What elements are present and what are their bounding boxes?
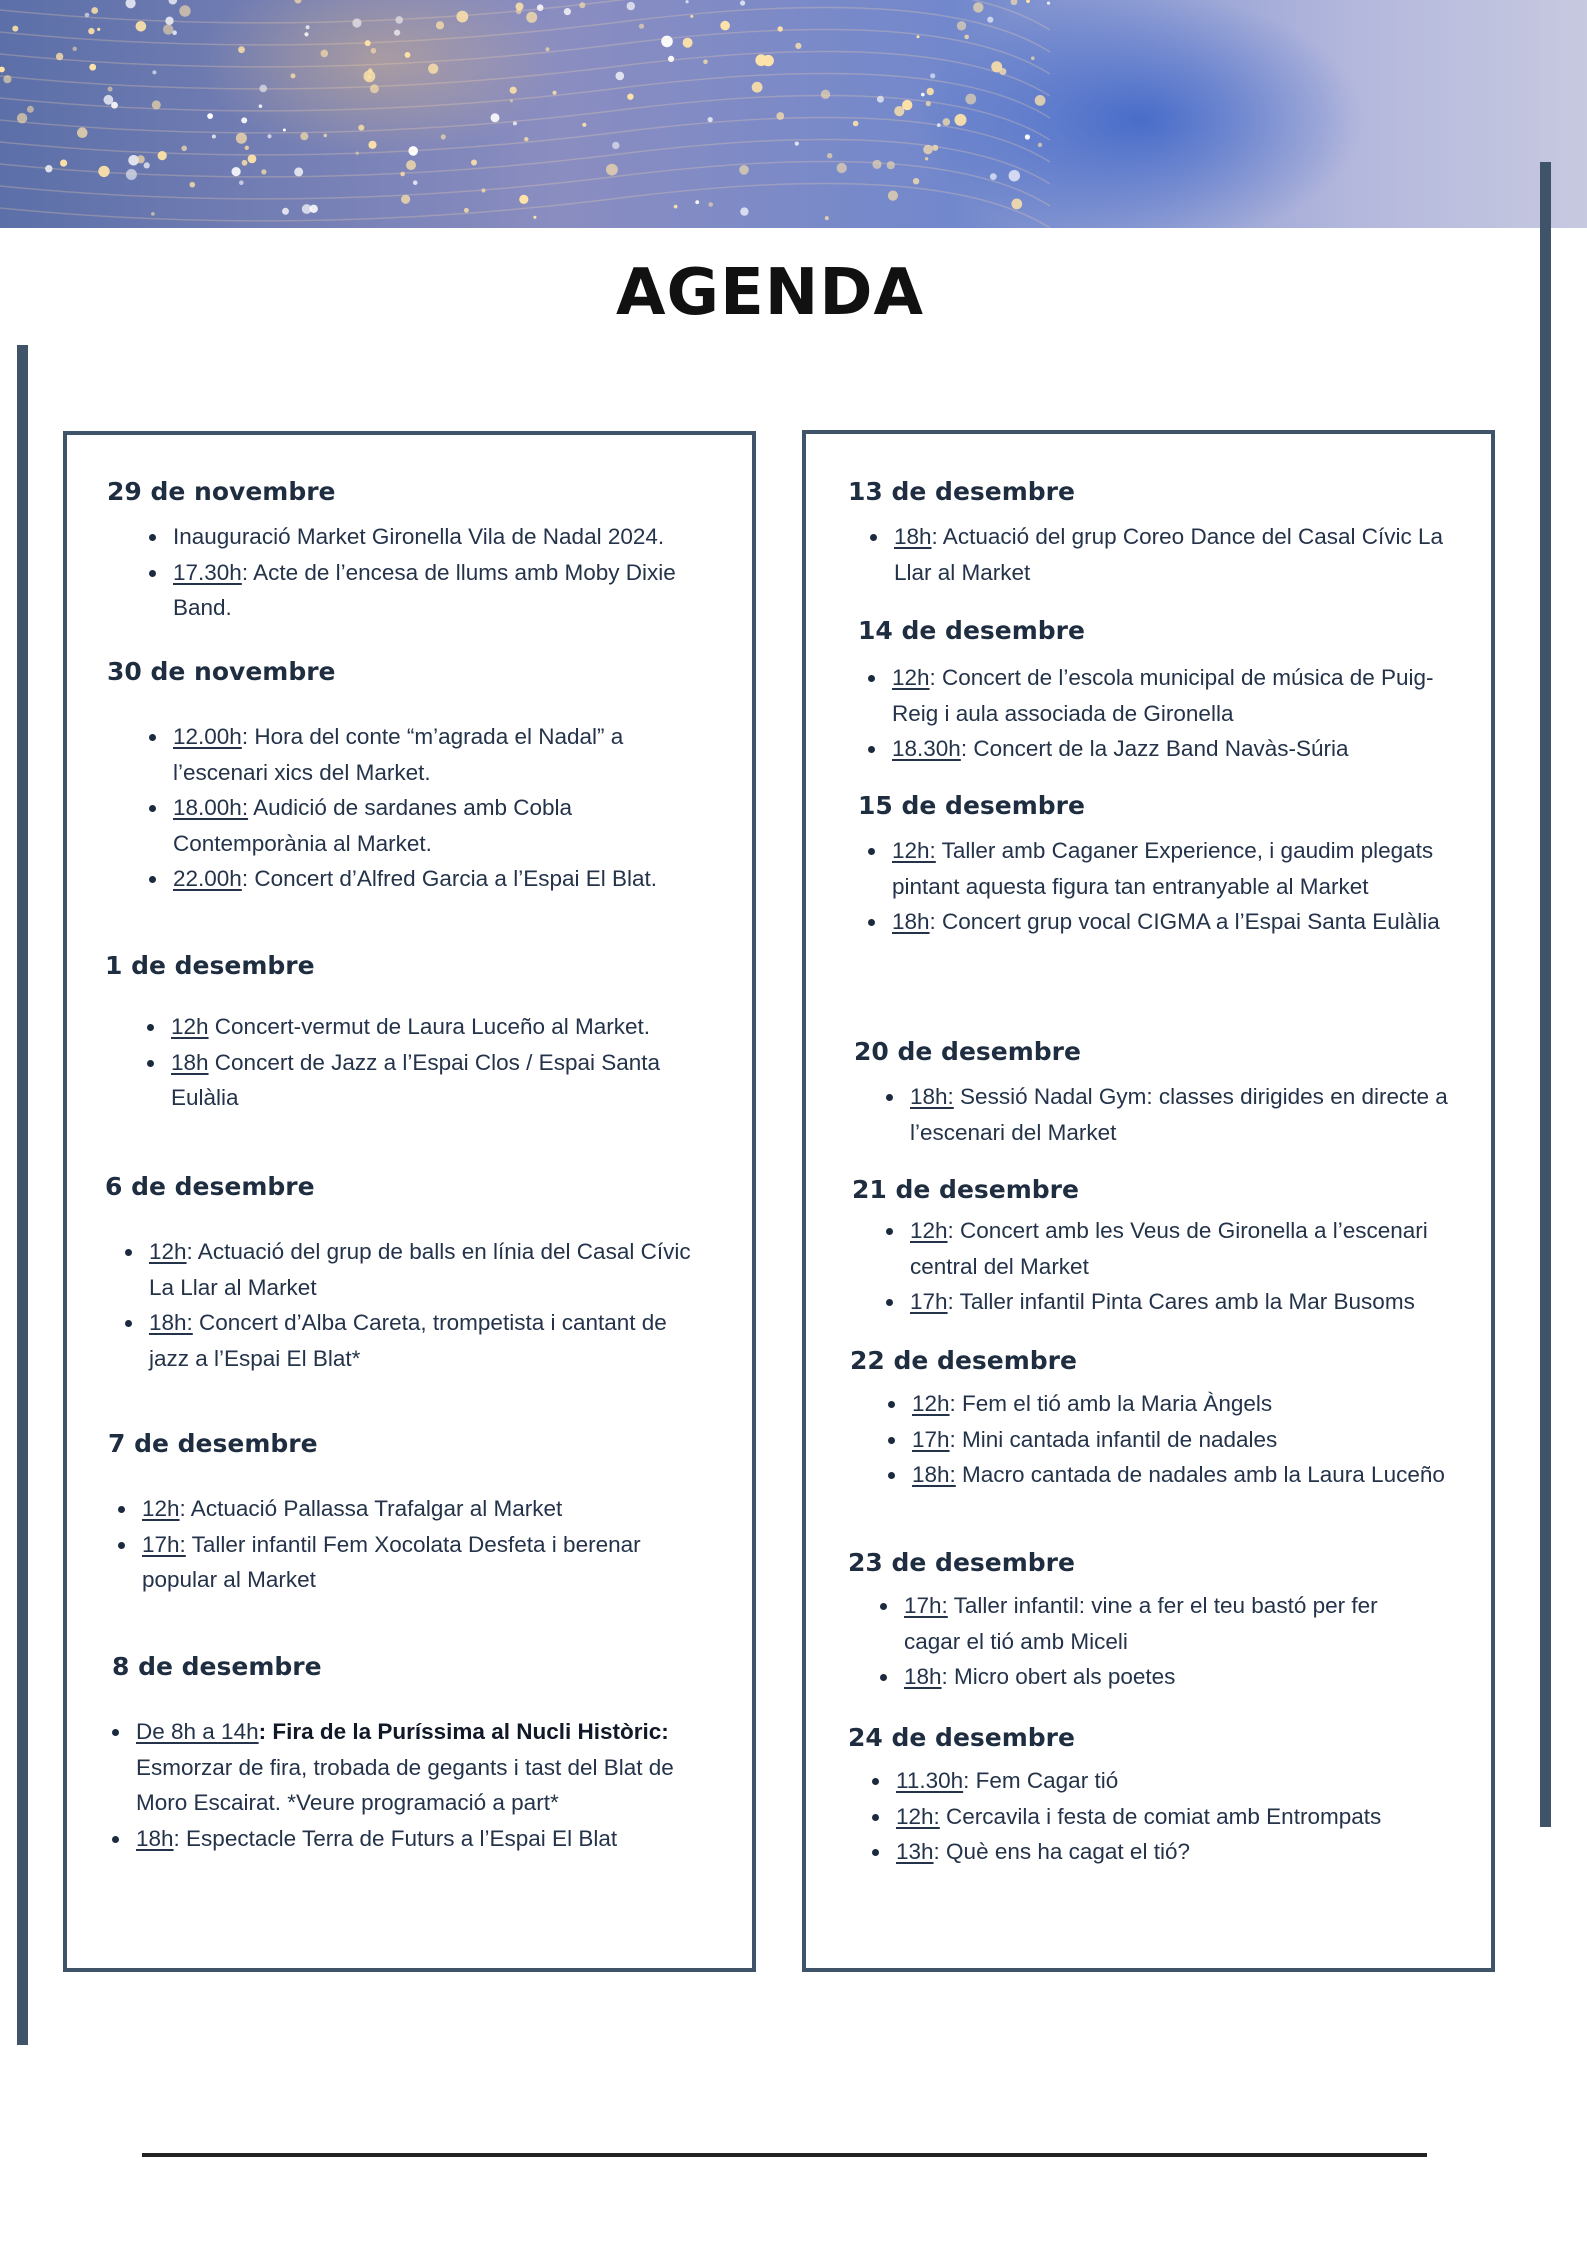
- light-dot: [236, 133, 247, 144]
- light-dot: [126, 0, 136, 8]
- day-block: [848, 1548, 1491, 1689]
- right-accent-bar: [1540, 162, 1551, 1827]
- light-dot: [902, 100, 912, 110]
- event-item: [884, 1284, 1474, 1320]
- light-dot: [441, 134, 446, 139]
- day-date: 8 de desembre: [112, 1652, 322, 1681]
- light-dot: [77, 127, 88, 138]
- light-dot: [720, 21, 730, 31]
- event-text: : Fem Cagar tió: [963, 1768, 1119, 1793]
- light-dot: [616, 72, 625, 81]
- day-date: 13 de desembre: [848, 477, 1075, 506]
- light-dot: [406, 160, 416, 170]
- agenda-box-right: [802, 430, 1495, 1972]
- event-text: Concert-vermut de Laura Luceño al Market.: [208, 1014, 651, 1039]
- event-list: [868, 519, 1458, 590]
- event-item: [147, 555, 737, 626]
- light-dot: [927, 88, 934, 95]
- event-item: [116, 1527, 706, 1598]
- event-text: : Espectacle Terra de Futurs a l’Espai El Blat: [173, 1825, 618, 1851]
- light-dot: [683, 38, 693, 48]
- day-block: [105, 1172, 752, 1371]
- event-list: [878, 1588, 1438, 1695]
- light-dot: [606, 164, 618, 176]
- day-block: [105, 951, 752, 1110]
- light-dot: [755, 54, 767, 66]
- event-list: [866, 660, 1456, 767]
- event-item: [147, 719, 717, 790]
- event-item: [147, 790, 717, 861]
- event-text: : Actuació Pallassa Trafalgar al Market: [179, 1496, 563, 1521]
- event-list: [884, 1079, 1474, 1150]
- day-block: [848, 1723, 1491, 1864]
- light-dot: [261, 169, 266, 174]
- light-dot: [943, 118, 951, 126]
- light-dot: [516, 3, 524, 11]
- light-dot: [1025, 134, 1030, 139]
- day-date: 15 de desembre: [858, 791, 1085, 820]
- event-time: De 8h a 14h: [136, 1719, 259, 1744]
- light-dot: [872, 160, 881, 169]
- event-time: 18h: [892, 909, 930, 934]
- event-time: 18.00h:: [173, 795, 249, 820]
- event-time: 18h:: [149, 1310, 193, 1335]
- light-dot: [179, 5, 190, 16]
- event-item: [878, 1588, 1438, 1659]
- event-time: 11.30h: [896, 1768, 964, 1793]
- light-dot: [294, 167, 303, 176]
- light-dot: [104, 95, 114, 105]
- event-text: Inauguració Market Gironella Vila de Nadal 2024.: [173, 524, 665, 549]
- event-time: 22.00h: [173, 866, 242, 891]
- light-dot: [973, 2, 983, 12]
- event-text: : Concert de la Jazz Band Navàs-Súria: [960, 736, 1349, 761]
- day-block: [850, 1346, 1491, 1487]
- page-title: AGENDA: [616, 256, 924, 330]
- light-dot: [136, 21, 147, 32]
- event-text: Cercavila i festa de comiat amb Entrompats: [939, 1803, 1382, 1829]
- light-dot: [108, 87, 113, 92]
- light-dot: [917, 35, 920, 38]
- light-dot: [553, 91, 557, 95]
- light-dot: [930, 73, 935, 78]
- event-item: [145, 1009, 725, 1045]
- event-item: [866, 731, 1456, 767]
- event-time: 17h:: [904, 1593, 948, 1618]
- day-block: [107, 477, 752, 620]
- light-dot: [612, 142, 619, 149]
- light-dot: [232, 167, 241, 176]
- day-date: 20 de desembre: [854, 1037, 1081, 1066]
- light-dot: [300, 132, 308, 140]
- event-text: : Què ens ha cagat el tió?: [933, 1839, 1190, 1864]
- light-dot: [152, 70, 156, 74]
- light-dot: [821, 90, 830, 99]
- light-dot: [352, 18, 361, 27]
- event-list: [147, 719, 717, 897]
- event-time: 18h:: [912, 1462, 956, 1487]
- light-dot: [987, 17, 993, 23]
- light-dot: [242, 160, 248, 166]
- light-dot: [740, 207, 748, 215]
- event-item: [116, 1491, 706, 1527]
- light-dot: [582, 123, 586, 127]
- light-dot: [913, 178, 919, 184]
- event-text: Concert de Jazz a l’Espai Clos / Espai Santa Eulàlia: [171, 1049, 661, 1110]
- day-block: [858, 616, 1491, 761]
- light-wire: [0, 51, 1050, 96]
- light-dot: [825, 216, 829, 220]
- event-time: 18h: [894, 524, 932, 549]
- event-item: [878, 1659, 1438, 1695]
- light-wire: [0, 29, 1050, 74]
- event-time: 12h:: [896, 1803, 940, 1829]
- light-dot: [291, 73, 296, 78]
- light-wire: [0, 7, 1050, 52]
- light-wire: [0, 0, 1050, 30]
- light-dot: [708, 202, 713, 207]
- light-dot: [740, 0, 745, 5]
- light-dot: [306, 25, 310, 29]
- light-dot: [394, 30, 400, 36]
- event-time: 18.30h: [892, 736, 961, 761]
- light-dot: [212, 135, 216, 139]
- light-dot: [91, 7, 98, 14]
- day-date: 21 de desembre: [852, 1175, 1079, 1204]
- light-dot: [364, 70, 376, 82]
- event-time: 13h: [896, 1839, 934, 1864]
- light-dot: [321, 50, 329, 58]
- event-list: [884, 1213, 1474, 1320]
- light-dot: [1035, 95, 1046, 106]
- event-item: [145, 1045, 725, 1116]
- event-time: 12h: [892, 665, 930, 690]
- light-dot: [1009, 170, 1020, 181]
- light-dot: [853, 121, 859, 127]
- light-dot: [887, 161, 895, 169]
- day-block: [848, 477, 1491, 585]
- light-dot: [248, 155, 257, 164]
- event-item: [123, 1234, 703, 1305]
- event-text: : Actuació del grup de balls en línia del Casal Cívic La Llar al Market: [149, 1239, 691, 1300]
- light-dot: [73, 47, 77, 51]
- event-text: : Fem el tió amb la Maria Àngels: [949, 1391, 1273, 1416]
- event-text: Taller infantil Fem Xocolata Desfeta i berenar popular al Market: [142, 1531, 641, 1592]
- light-dot: [144, 162, 150, 168]
- light-dot: [964, 35, 969, 40]
- event-time: 12h: [912, 1391, 950, 1416]
- event-time: 17h: [910, 1289, 948, 1314]
- footer-divider: [142, 2153, 1427, 2157]
- light-dot: [990, 173, 997, 180]
- light-dot: [295, 0, 302, 4]
- light-dot: [137, 155, 145, 163]
- light-dot: [965, 94, 976, 105]
- day-date: 29 de novembre: [107, 477, 336, 506]
- light-dot: [564, 8, 571, 15]
- light-dot: [837, 163, 847, 173]
- light-dot: [371, 48, 377, 54]
- event-text: Esmorzar de fira, trobada de gegants i tast del Blat de Moro Escairat. *Veure programació a part*: [136, 1754, 674, 1815]
- event-text: : Concert d’Alfred Garcia a l’Espai El Blat.: [241, 866, 658, 891]
- light-dot: [190, 182, 196, 188]
- light-dot: [537, 4, 544, 11]
- light-dot: [428, 63, 438, 73]
- event-text: : Hora del conte “m’agrada el Nadal” a l’escenari xics del Market.: [173, 724, 624, 785]
- light-dot: [245, 146, 249, 150]
- light-dot: [627, 2, 635, 10]
- event-item: [886, 1457, 1446, 1493]
- light-dot: [456, 11, 468, 23]
- day-date: 23 de desembre: [848, 1548, 1075, 1577]
- light-dot: [739, 165, 749, 175]
- event-text: : Concert amb les Veus de Gironella a l’escenari central del Market: [910, 1218, 1428, 1279]
- day-date: 1 de desembre: [105, 951, 315, 980]
- light-dot: [1031, 56, 1035, 60]
- light-dot: [413, 180, 418, 185]
- light-dot: [686, 0, 689, 3]
- light-dot: [510, 87, 517, 94]
- event-item: [870, 1834, 1470, 1870]
- event-time: 12h:: [892, 838, 936, 863]
- header-banner-image: [0, 0, 1587, 228]
- light-dot: [533, 216, 536, 219]
- event-text: Taller infantil: vine a fer el teu bastó per fer cagar el tió amb Miceli: [904, 1593, 1378, 1654]
- event-text: : Concert de l’escola municipal de música de Puig-Reig i aula associada de Gironella: [892, 665, 1434, 726]
- event-list: [870, 1763, 1470, 1870]
- event-highlight: : Fira de la Puríssima al Nucli Històric:: [258, 1719, 669, 1744]
- event-item: [870, 1799, 1470, 1835]
- event-list: [110, 1714, 710, 1856]
- event-text: : Micro obert als poetes: [941, 1664, 1176, 1689]
- light-dot: [921, 93, 925, 97]
- event-time: 18h:: [910, 1084, 954, 1109]
- event-item: [110, 1821, 710, 1857]
- light-dot: [925, 157, 928, 160]
- event-text: Audició de sardanes amb Cobla Contemporània al Market.: [173, 795, 573, 856]
- day-date: 22 de desembre: [850, 1346, 1077, 1375]
- light-dot: [267, 134, 271, 138]
- event-time: 18h: [904, 1664, 942, 1689]
- event-item: [886, 1386, 1446, 1422]
- event-text: : Actuació del grup Coreo Dance del Casal Cívic La Llar al Market: [894, 524, 1444, 585]
- light-wire: [0, 183, 1050, 228]
- light-dot: [827, 153, 832, 158]
- light-dot: [627, 94, 633, 100]
- light-dot: [302, 204, 312, 214]
- day-block: [852, 1175, 1491, 1314]
- light-dot: [368, 141, 376, 149]
- event-time: 17h: [912, 1426, 950, 1452]
- event-list: [123, 1234, 703, 1376]
- light-dot: [405, 52, 411, 58]
- light-dot: [88, 28, 94, 34]
- event-text: : Acte de l’encesa de llums amb Moby Dixie Band.: [173, 559, 676, 620]
- light-dot: [324, 134, 328, 138]
- event-time: 17.30h: [173, 559, 242, 585]
- light-dot: [955, 114, 967, 126]
- day-block: [112, 1652, 752, 1851]
- light-wire: [0, 73, 1050, 118]
- light-dot: [238, 46, 245, 53]
- light-dot: [12, 26, 18, 32]
- event-item: [870, 1763, 1470, 1799]
- light-dot: [471, 160, 477, 166]
- light-dot: [526, 12, 537, 23]
- light-dot: [163, 24, 173, 34]
- agenda-box-left: [63, 431, 756, 1972]
- event-item: [866, 833, 1456, 904]
- event-item: [110, 1714, 710, 1821]
- event-time: 12.00h: [173, 724, 242, 749]
- light-dot: [795, 142, 799, 146]
- light-dot: [1011, 199, 1022, 210]
- day-date: 6 de desembre: [105, 1172, 315, 1201]
- light-dot: [708, 117, 713, 122]
- event-text: : Mini cantada infantil de nadales: [949, 1426, 1278, 1452]
- light-dot: [752, 82, 763, 93]
- light-dot: [0, 67, 5, 73]
- light-dot: [464, 208, 469, 213]
- event-time: 18h: [136, 1825, 174, 1851]
- event-time: 12h: [142, 1496, 180, 1521]
- day-block: [108, 1429, 752, 1592]
- event-list: [145, 1009, 725, 1116]
- light-dot: [151, 212, 155, 216]
- event-time: 17h:: [142, 1531, 186, 1557]
- event-list: [116, 1491, 706, 1598]
- event-time: 12h: [149, 1239, 187, 1264]
- light-dot: [97, 28, 100, 31]
- event-time: 12h: [910, 1218, 948, 1243]
- light-dot: [283, 129, 286, 132]
- day-block: [858, 791, 1491, 934]
- light-dot: [1038, 143, 1042, 147]
- left-accent-bar: [17, 345, 28, 2045]
- event-list: [147, 519, 737, 626]
- light-dot: [304, 32, 308, 36]
- light-dot: [1047, 1, 1050, 4]
- event-text: Taller amb Caganer Experience, i gaudim plegats pintant aquesta figura tan entranyable al Market: [892, 838, 1434, 899]
- light-dot: [524, 137, 528, 141]
- light-dot: [639, 24, 644, 29]
- light-dot: [546, 47, 550, 51]
- light-dot: [519, 195, 528, 204]
- string-lights-decoration: [0, 0, 1587, 228]
- light-dot: [358, 125, 364, 131]
- light-dot: [169, 0, 178, 5]
- event-text: Macro cantada de nadales amb la Laura Luceño: [955, 1462, 1445, 1487]
- light-dot: [795, 43, 801, 49]
- light-dot: [436, 21, 444, 29]
- event-item: [884, 1079, 1474, 1150]
- light-dot: [27, 106, 34, 113]
- event-item: [884, 1213, 1474, 1284]
- light-dot: [695, 200, 699, 204]
- day-date: 24 de desembre: [848, 1723, 1075, 1752]
- event-list: [866, 833, 1456, 940]
- day-date: 7 de desembre: [108, 1429, 318, 1458]
- light-dot: [957, 21, 966, 30]
- event-item: [886, 1422, 1446, 1458]
- event-item: [866, 904, 1456, 940]
- day-date: 30 de novembre: [107, 657, 336, 686]
- light-dot: [60, 160, 67, 167]
- light-dot: [1011, 0, 1018, 5]
- day-date: 14 de desembre: [858, 616, 1085, 645]
- light-dot: [690, 15, 693, 18]
- event-text: : Taller infantil Pinta Cares amb la Mar Busoms: [947, 1289, 1415, 1314]
- light-dot: [661, 36, 673, 48]
- event-text: Concert d’Alba Careta, trompetista i cantant de jazz a l’Espai El Blat*: [149, 1310, 667, 1371]
- light-dot: [89, 64, 96, 71]
- event-item: [147, 519, 737, 555]
- light-dot: [401, 195, 410, 204]
- day-block: [854, 1037, 1491, 1145]
- light-dot: [674, 205, 678, 209]
- light-dot: [239, 180, 244, 185]
- event-text: : Concert grup vocal CIGMA a l’Espai Santa Eulàlia: [929, 909, 1440, 934]
- event-text: Sessió Nadal Gym: classes dirigides en directe a l’escenari del Market: [910, 1084, 1448, 1145]
- light-dot: [282, 208, 289, 215]
- event-time: 18h: [171, 1049, 209, 1075]
- light-dot: [491, 113, 500, 122]
- light-dot: [1026, 0, 1030, 3]
- light-dot: [703, 60, 708, 65]
- event-time: 12h: [171, 1014, 209, 1039]
- event-item: [123, 1305, 703, 1376]
- light-dot: [181, 146, 187, 152]
- event-item: [866, 660, 1456, 731]
- event-list: [886, 1386, 1446, 1493]
- light-dot: [259, 104, 263, 108]
- light-dot: [241, 117, 247, 123]
- light-dot: [888, 191, 898, 201]
- event-item: [147, 861, 717, 897]
- light-dot: [207, 113, 213, 119]
- day-block: [107, 657, 752, 891]
- event-item: [868, 519, 1458, 590]
